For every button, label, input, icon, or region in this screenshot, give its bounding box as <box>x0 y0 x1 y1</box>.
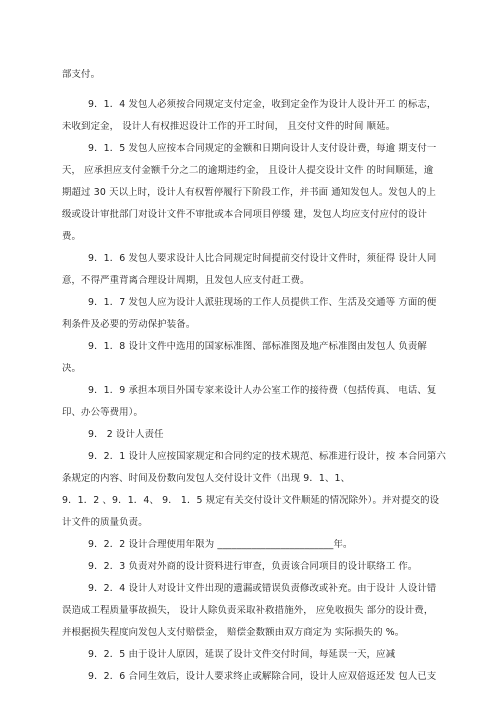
text-line-2: 9．1．4 发包人必须按合同规定支付定金，收到定金作为设计人设计开工 的标志， <box>88 99 437 110</box>
text-line-12: 利条件及必要的劳动保护装备。 <box>62 319 196 330</box>
text-line-3: 未收到定金， 设计人有权推迟设计工作的开工时间， 且交付文件的时间 顺延。 <box>62 121 396 132</box>
text-line-26: 并根据损失程度向发包人支付赔偿金， 赔偿金数额由双方商定为 实际损失的 %。 <box>62 627 405 638</box>
text-line-6: 期超过 30 天以上时，设计人有权暂停履行下阶段工作，并书面 通知发包人。发包人的上 <box>62 187 437 198</box>
text-line-22: 9．2．2 设计合理使用年限为 ________________________年。 <box>88 539 353 550</box>
text-line-8: 费。 <box>62 231 82 242</box>
text-line-14: 决。 <box>62 363 82 374</box>
text-line-10: 意，不得严重背离合理设计周期，且发包人应支付赶工费。 <box>62 275 310 286</box>
text-line-13: 9．1．8 设计文件中选用的国家标准图、部标准图及地产标准图由发包人 负责解 <box>88 341 427 352</box>
text-line-5: 天， 应承担应支付金额千分之二的逾期违约金， 且设计人提交设计文件 的时间顺延，逾 <box>62 165 434 176</box>
text-line-4: 9．1．5 发包人应按本合同规定的金额和日期向设计人支付设计费，每逾 期支付一 <box>88 143 437 154</box>
text-line-28: 9．2．6 合同生效后，设计人要求终止或解除合同，设计人应双倍返还发 包人已支 <box>88 671 437 682</box>
text-line-20: 9．1．2 、9．1．4、 9． 1．5 规定有关交付设计文件顺延的情况除外）。并对提交的设 <box>62 495 440 506</box>
text-line-21: 计文件的质量负责。 <box>62 517 148 528</box>
text-line-24: 9．2．4 设计人对设计文件出现的遗漏或错误负责修改或补充。由于设计 人设计错 <box>88 583 437 594</box>
text-line-27: 9．2．5 由于设计人原因，延误了设计文件交付时间，每延误一天，应减 <box>88 649 396 660</box>
text-line-7: 级或设计审批部门对设计文件不审批或本合同项目停缓 建，发包人均应支付应付的设计 <box>62 209 428 220</box>
text-line-19: 条规定的内容、时间及份数向发包人交付设计文件（出现 9．1、1、 <box>62 473 351 484</box>
text-line-23: 9．2．3 负责对外商的设计资料进行审查，负责该合同项目的设计联络工 作。 <box>88 561 418 572</box>
text-line-11: 9．1．7 发包人应为设计人派驻现场的工作人员提供工作、生活及交通等 方面的便 <box>88 297 437 308</box>
text-line-17: 9． 2 设计人责任 <box>88 429 164 440</box>
text-line-25: 误造成工程质量事故损失， 设计人除负责采取补救措施外， 应免收损失 部分的设计费， <box>62 605 434 616</box>
text-line-1: 部支付。 <box>62 69 101 80</box>
text-line-16: 印、办公等费用）。 <box>62 407 144 418</box>
text-line-15: 9．1．9 承担本项目外国专家来设计人办公室工作的接待费（包括传真、 电话、复 <box>88 385 437 396</box>
text-line-18: 9．2．1 设计人应按国家规定和合同约定的技术规范、标准进行设计，按 本合同第六 <box>88 451 446 462</box>
text-line-9: 9．1．6 发包人要求设计人比合同规定时间提前交付设计文件时，须征得 设计人同 <box>88 253 437 264</box>
